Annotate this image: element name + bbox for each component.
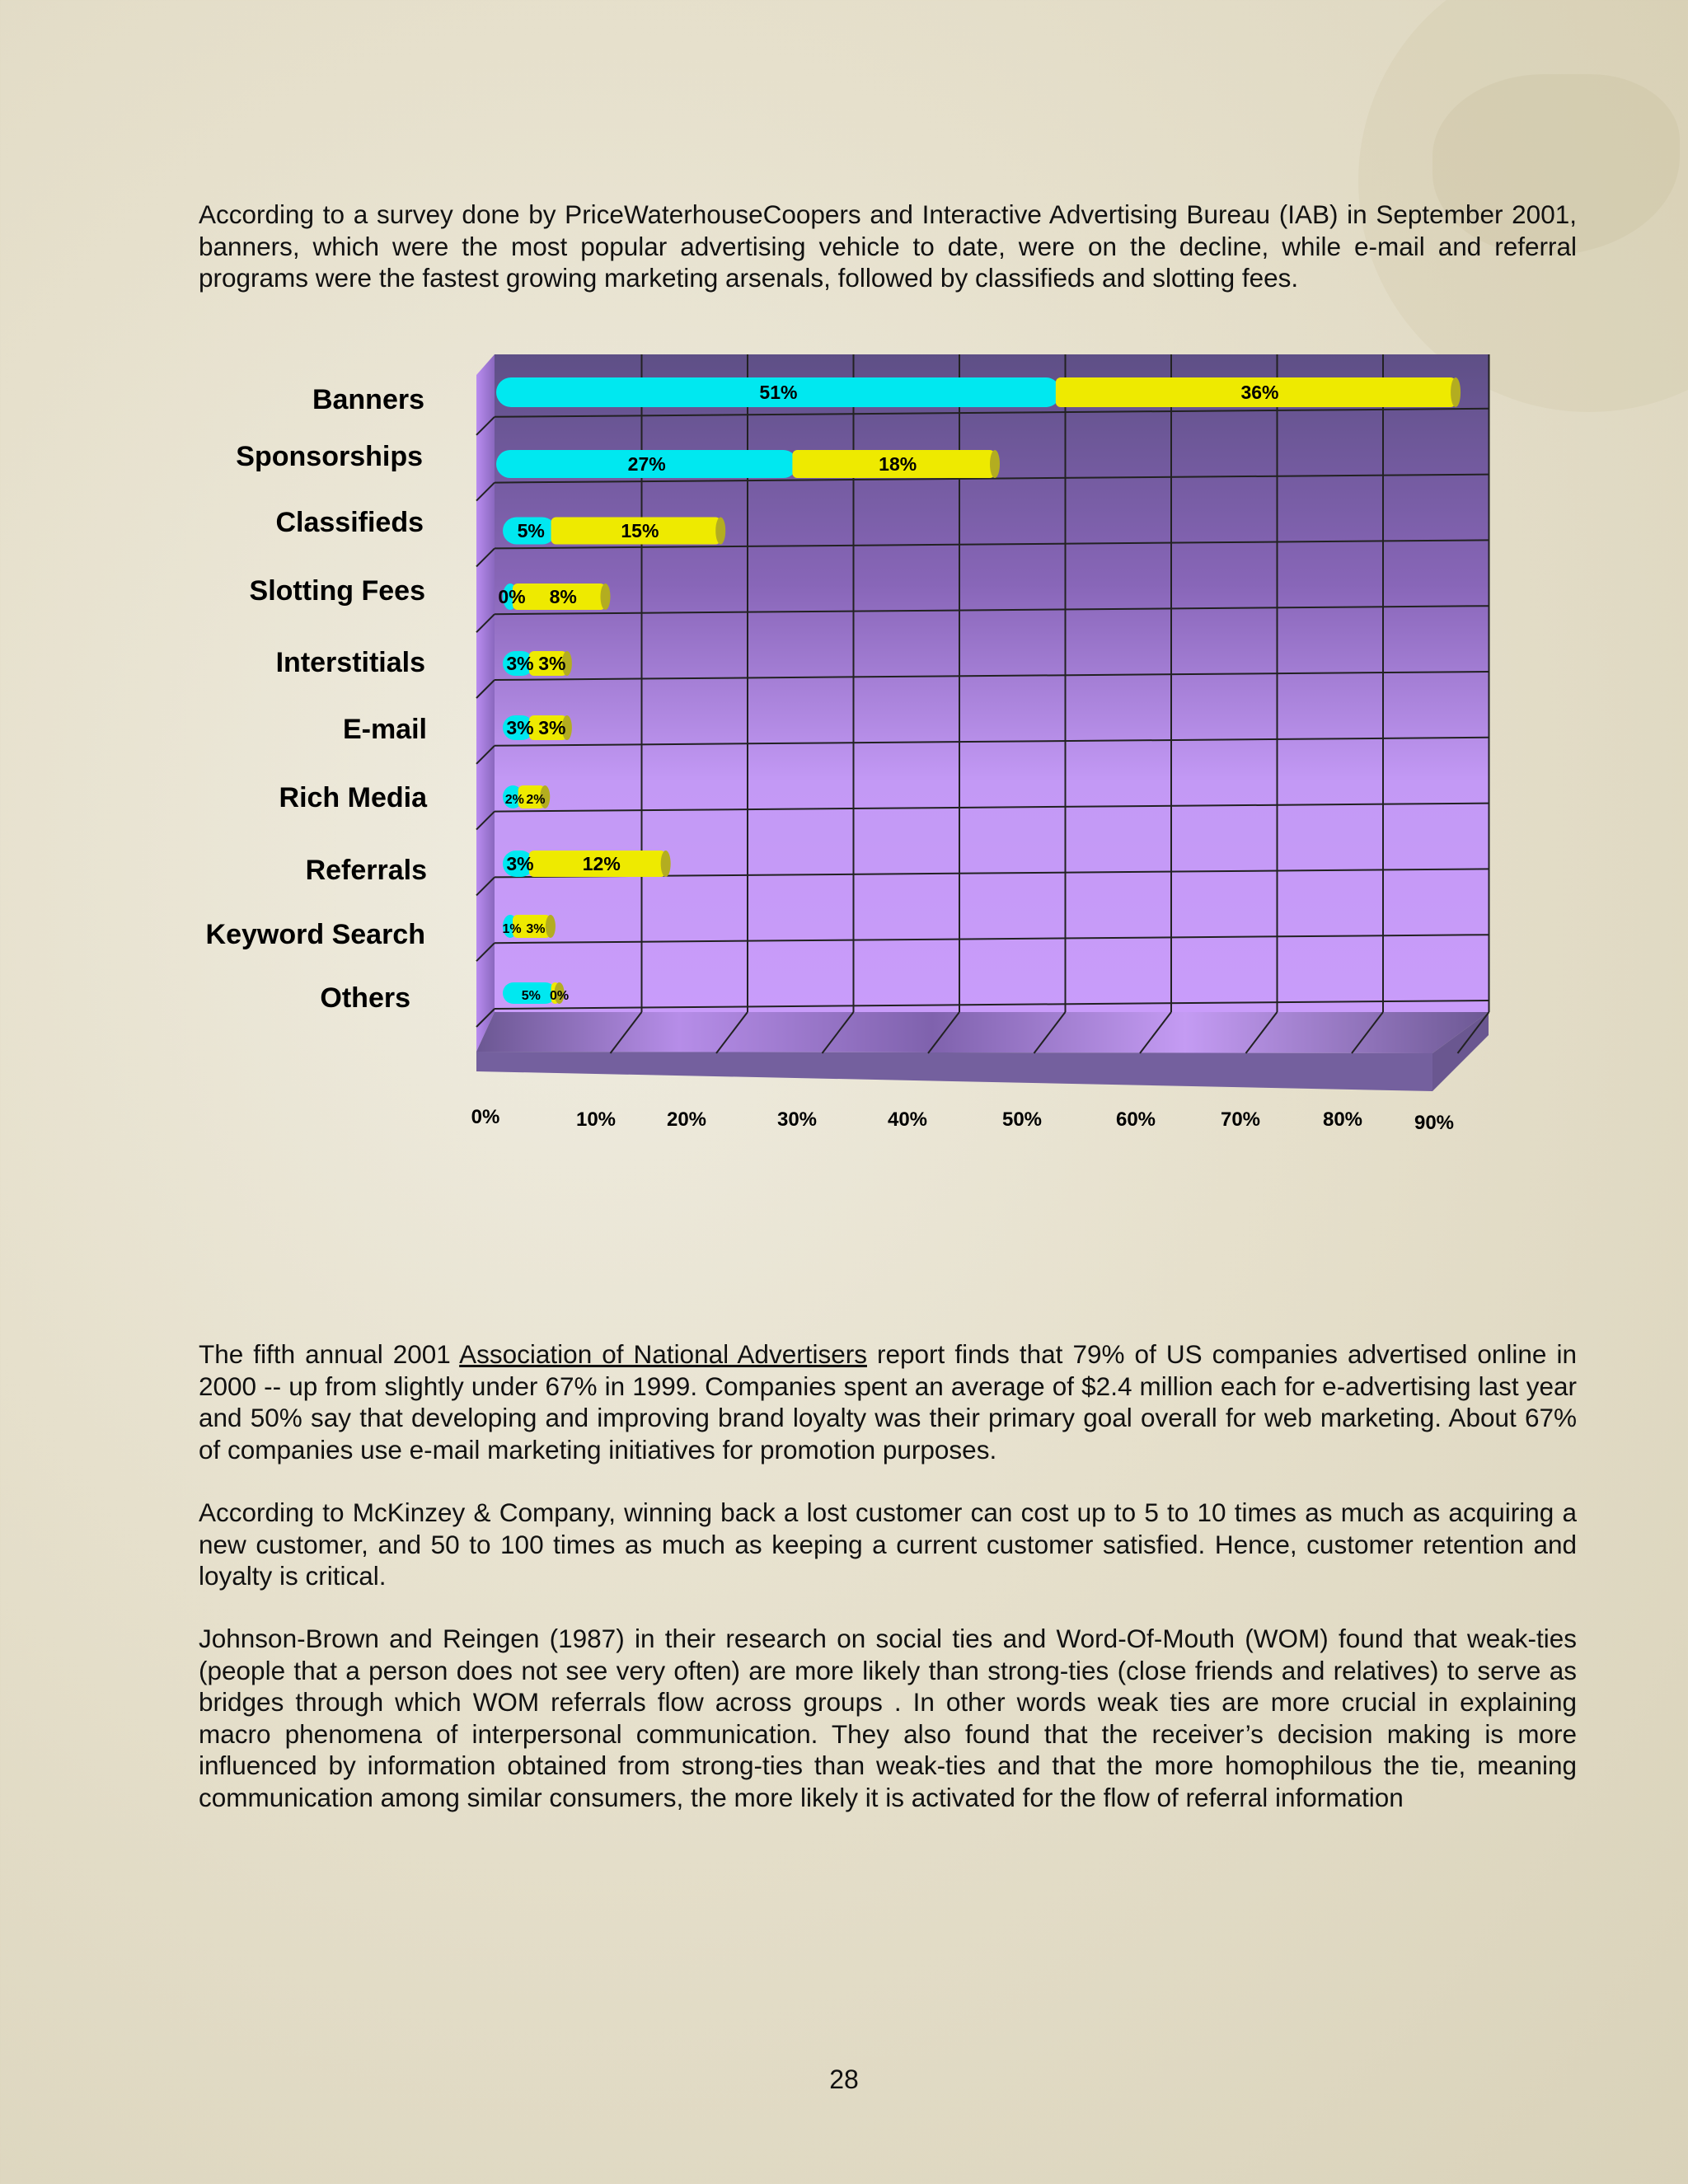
x-tick-label: 20% — [666, 1108, 707, 1131]
page-number: 28 — [829, 2064, 859, 2094]
category-label: Referrals — [305, 855, 427, 886]
data-label-series-2: 15% — [621, 520, 659, 541]
data-label-series-2: 0% — [549, 989, 570, 1003]
data-label-series-1: 5% — [521, 989, 541, 1003]
data-label-series-2: 36% — [1240, 382, 1279, 403]
x-tick-label: 90% — [1414, 1112, 1455, 1134]
category-label: Slotting Fees — [249, 575, 425, 607]
data-label-series-1: 2% — [504, 793, 524, 807]
bar-end-cap — [715, 518, 725, 545]
bar-end-cap — [661, 851, 671, 877]
data-label-series-2: 3% — [526, 922, 546, 936]
data-label-series-1: 5% — [517, 520, 545, 541]
category-label: Rich Media — [279, 782, 427, 813]
data-label-series-1: 51% — [759, 382, 798, 403]
category-label: Others — [320, 982, 410, 1014]
bar-end-cap — [1451, 377, 1461, 407]
chart-x-ticks — [471, 1106, 1454, 1134]
x-tick-label: 60% — [1115, 1108, 1156, 1131]
data-label-series-2: 12% — [582, 853, 621, 874]
category-label: Keyword Search — [205, 919, 425, 950]
x-tick-label: 30% — [776, 1108, 818, 1131]
mckinzey-paragraph: According to McKinzey & Company, winning back a lost customer can cost up to 5 to 10 times as much as acquiring a new customer, and 50 to 100 times as much as keeping a current customer satisfied. Hence, customer retention and loyalty is critical. — [199, 1497, 1577, 1591]
data-label-series-1: 3% — [506, 653, 534, 674]
x-tick-label: 70% — [1220, 1108, 1261, 1131]
chart-base — [476, 1052, 1432, 1091]
data-label-series-1: 3% — [506, 717, 534, 738]
data-label-series-2: 18% — [879, 453, 917, 475]
x-tick-label: 80% — [1322, 1108, 1363, 1131]
chart-side-wall — [476, 354, 495, 1052]
ana-paragraph — [199, 1338, 1577, 1465]
category-label: Banners — [312, 384, 424, 415]
x-tick-label: 40% — [887, 1108, 928, 1131]
data-label-series-1: 1% — [502, 922, 522, 936]
bar-end-cap — [990, 450, 1000, 478]
chart-category-labels — [206, 384, 429, 1014]
category-label: E-mail — [342, 714, 427, 745]
category-label: Interstitials — [275, 647, 425, 678]
x-tick-label: 50% — [1001, 1108, 1043, 1131]
ana-link[interactable]: Association of National Advertisers — [459, 1339, 867, 1369]
data-label-series-2: 2% — [526, 793, 546, 807]
bar-end-cap — [546, 915, 556, 938]
bar-end-cap — [600, 583, 610, 610]
ana-text-after: report finds that 79% of US companies advertised online in 2000 -- up from slightly under 67% in 1999. Companies spent an average of $2.4 million each for e-advertising last year and 50% say that developing and improving brand loyalty was their primary goal overall for web marketing. About 67% of companies use e-mail marketing initiatives for promotion purposes. — [199, 1339, 1577, 1465]
wom-paragraph: Johnson-Brown and Reingen (1987) in their research on social ties and Word-Of-Mouth (WOM) found that weak-ties (people that a person does not see very often) are more likely than strong-ties (close friends and relatives) to serve as bridges through which WOM referrals flow across groups . In other words weak ties are more crucial in explaining macro phenomena of interpersonal communication. They also found that the receiver’s decision making is more influenced by information obtained from strong-ties than weak-ties and that the more homophilous the tie, meaning communication among similar consumers, the more likely it is activated for the flow of referral information — [199, 1624, 1577, 1812]
category-label: Classifieds — [275, 507, 424, 538]
data-label-series-1: 3% — [506, 853, 534, 874]
intro-paragraph: According to a survey done by PriceWaterhouseCoopers and Interactive Advertising Bureau (IAB) in September 2001, banners, which were the most popular advertising vehicle to date, were on the decline, while e-mail and referral programs were the fastest growing marketing arsenals, followed by classifieds and slotting fees. — [199, 199, 1577, 293]
data-label-series-2: 3% — [538, 653, 566, 674]
data-label-series-1: 27% — [627, 453, 666, 475]
x-tick-label: 0% — [471, 1106, 500, 1128]
x-tick-label: 10% — [575, 1108, 617, 1131]
chart-floor — [476, 1012, 1489, 1053]
ana-text-before: The fifth annual 2001 — [199, 1339, 460, 1369]
ad-vehicle-chart — [0, 330, 1688, 1154]
category-label: Sponsorships — [236, 441, 423, 472]
data-label-series-1: 0% — [498, 586, 526, 607]
data-label-series-2: 8% — [549, 586, 577, 607]
data-label-series-2: 3% — [538, 717, 566, 738]
